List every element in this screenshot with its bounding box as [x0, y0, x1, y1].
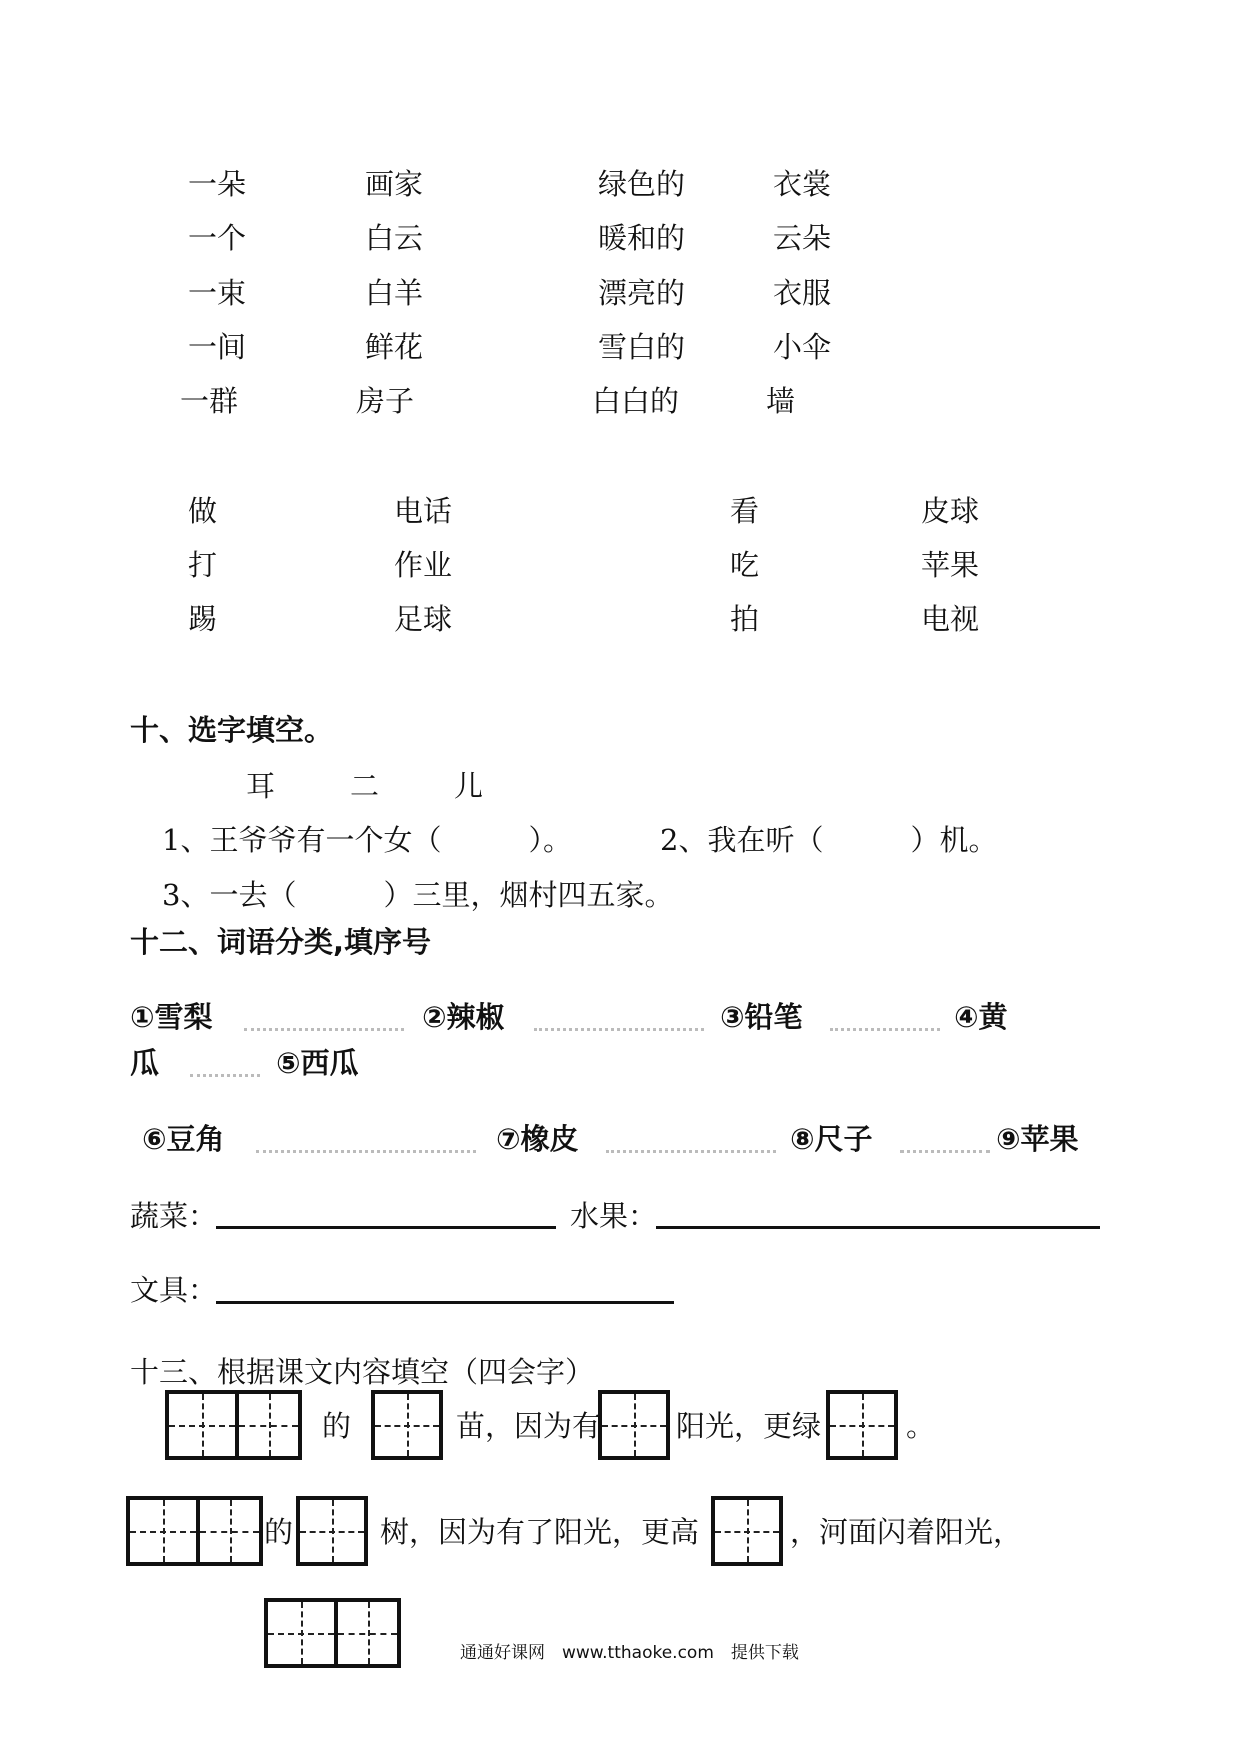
fill-question: 2、我在听（ ）机。 [660, 823, 998, 857]
classify-item: ⑦橡皮 [496, 1122, 579, 1156]
noun-right: 墙 [766, 384, 796, 418]
verb: 做 [188, 494, 218, 528]
tianzige-cell[interactable] [196, 1500, 259, 1562]
tianzige-cell[interactable] [169, 1394, 235, 1456]
word-left: 一束 [188, 276, 247, 310]
classify-item: ③铅笔 [720, 1000, 803, 1034]
sentence-part: 的 [264, 1515, 294, 1549]
tianzige-box[interactable] [165, 1390, 302, 1460]
word-left: 一朵 [188, 167, 247, 201]
adjective-left: 绿色的 [598, 167, 686, 201]
classify-item: ④黄 [954, 1000, 1008, 1034]
classify-item: ⑥豆角 [142, 1122, 225, 1156]
word-right: 白羊 [365, 276, 424, 310]
dotted-leader [830, 1028, 940, 1031]
word-left: 一间 [188, 330, 247, 364]
dotted-leader [900, 1150, 990, 1153]
choice-char: 儿 [454, 769, 484, 803]
sentence-part: 的 [322, 1409, 352, 1443]
adjective-left: 漂亮的 [598, 276, 686, 310]
tianzige-box[interactable] [264, 1598, 401, 1668]
classify-item: 瓜 [130, 1046, 160, 1080]
sentence-part: ，河面闪着阳光， [790, 1515, 1023, 1549]
object: 作业 [394, 548, 453, 582]
verb: 拍 [730, 602, 760, 636]
fill-question: 3、一去（ ）三里，烟村四五家。 [162, 878, 674, 912]
verb: 踢 [188, 602, 218, 636]
noun-right: 衣裳 [773, 167, 832, 201]
verb: 打 [188, 548, 218, 582]
tianzige-cell[interactable] [130, 1500, 196, 1562]
sentence-part: 树，因为有了阳光，更高 [380, 1515, 700, 1549]
classify-item: ⑤西瓜 [276, 1046, 359, 1080]
tianzige-cell[interactable] [830, 1394, 894, 1456]
section-title: 十二、词语分类,填序号 [130, 925, 432, 959]
word-right: 房子 [356, 384, 415, 418]
tianzige-cell[interactable] [375, 1394, 439, 1456]
stationery-label: 文具： [130, 1273, 218, 1307]
dotted-leader [256, 1150, 476, 1153]
object: 电视 [921, 602, 980, 636]
adjective-left: 暖和的 [598, 221, 686, 255]
word-left: 一群 [180, 384, 239, 418]
classify-item: ②辣椒 [422, 1000, 505, 1034]
tianzige-box[interactable] [371, 1390, 443, 1460]
choice-char: 二 [350, 769, 380, 803]
tianzige-box[interactable] [598, 1390, 670, 1460]
vegetable-answer-line[interactable] [216, 1226, 556, 1229]
tianzige-cell[interactable] [300, 1500, 364, 1562]
dotted-leader [606, 1150, 776, 1153]
object: 皮球 [921, 494, 980, 528]
word-left: 一个 [188, 221, 247, 255]
classify-item: ①雪梨 [130, 1000, 213, 1034]
fruit-answer-line[interactable] [656, 1226, 1100, 1229]
vegetable-label: 蔬菜： [130, 1199, 218, 1233]
noun-right: 小伞 [773, 330, 832, 364]
choice-char: 耳 [246, 769, 276, 803]
tianzige-cell[interactable] [715, 1500, 779, 1562]
tianzige-cell[interactable] [334, 1602, 397, 1664]
classify-item: ⑨苹果 [996, 1122, 1079, 1156]
noun-right: 衣服 [773, 276, 832, 310]
verb: 看 [730, 494, 760, 528]
tianzige-box[interactable] [711, 1496, 783, 1566]
classify-item: ⑧尺子 [790, 1122, 873, 1156]
adjective-left: 白白的 [592, 384, 680, 418]
object: 足球 [394, 602, 453, 636]
sentence-part: 苗，因为有 [456, 1409, 602, 1443]
tianzige-cell[interactable] [235, 1394, 298, 1456]
dotted-leader [534, 1028, 704, 1031]
noun-right: 云朵 [773, 221, 832, 255]
object: 苹果 [921, 548, 980, 582]
fill-question: 1、王爷爷有一个女（ ）。 [162, 823, 572, 857]
section-title: 十、选字填空。 [130, 713, 334, 747]
sentence-part: 。 [906, 1409, 936, 1443]
sentence-part: 阳光，更绿 [676, 1409, 822, 1443]
tianzige-cell[interactable] [602, 1394, 666, 1456]
tianzige-box[interactable] [126, 1496, 263, 1566]
stationery-answer-line[interactable] [216, 1301, 674, 1304]
dotted-leader [244, 1028, 404, 1031]
page-footer: 通通好课网 www.tthaoke.com 提供下载 [460, 1643, 799, 1663]
section-title: 十三、根据课文内容填空（四会字） [130, 1355, 595, 1389]
tianzige-box[interactable] [826, 1390, 898, 1460]
tianzige-box[interactable] [296, 1496, 368, 1566]
object: 电话 [394, 494, 453, 528]
word-right: 白云 [365, 221, 424, 255]
word-right: 鲜花 [365, 330, 424, 364]
word-right: 画家 [365, 167, 424, 201]
dotted-leader [190, 1074, 260, 1077]
verb: 吃 [730, 548, 760, 582]
fruit-label: 水果： [570, 1199, 658, 1233]
tianzige-cell[interactable] [268, 1602, 334, 1664]
adjective-left: 雪白的 [598, 330, 686, 364]
